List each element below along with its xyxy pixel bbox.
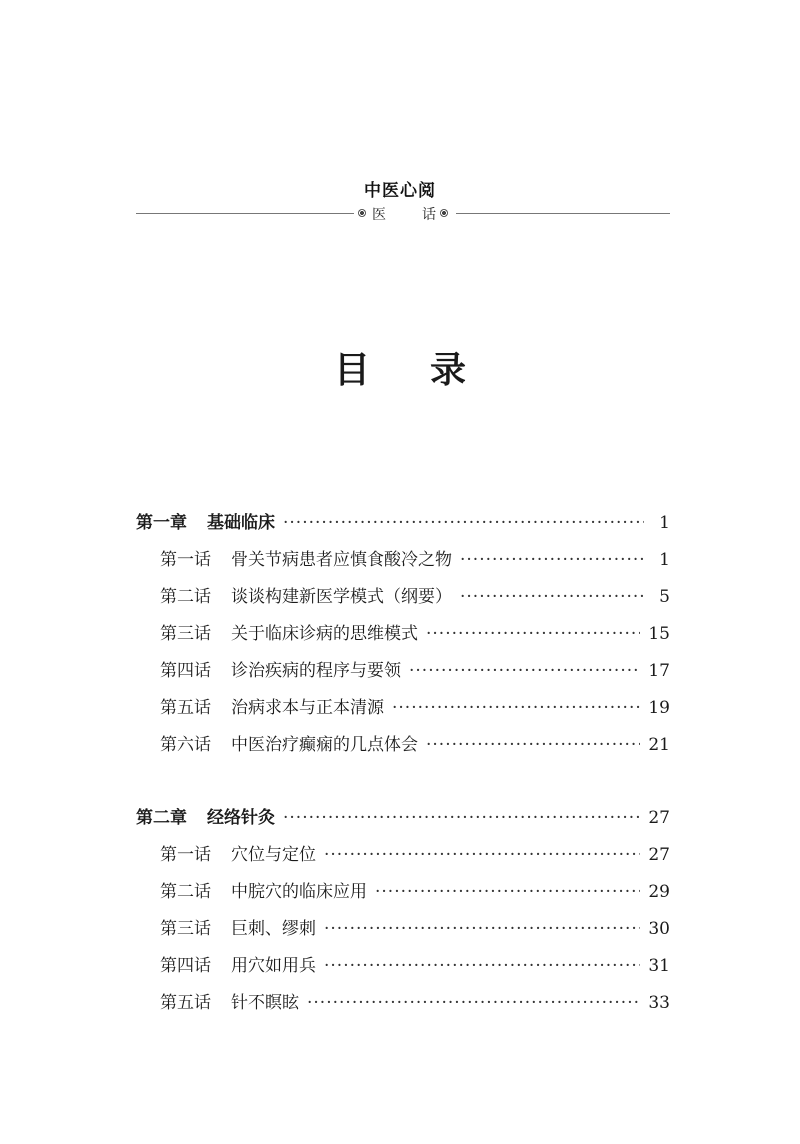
page-number: 5 xyxy=(659,587,670,607)
sub-title-char-2: 话 xyxy=(422,207,436,223)
entry-label: 第二话 xyxy=(160,587,211,607)
dot-leader xyxy=(324,956,640,976)
dot-leader xyxy=(283,808,640,828)
entry-label: 第五话 xyxy=(160,993,211,1013)
entry-title: 谈谈构建新医学模式（纲要） xyxy=(231,587,452,607)
dot-leader xyxy=(283,513,644,533)
entry-label: 第三话 xyxy=(160,624,211,644)
toc-entry[interactable] xyxy=(136,877,670,914)
entry-title: 针不瞑眩 xyxy=(231,993,299,1013)
sub-title-char-1: 医 xyxy=(372,207,386,223)
entry-label: 第一话 xyxy=(160,550,211,570)
page-number: 31 xyxy=(648,956,670,976)
dot-leader xyxy=(460,550,644,570)
entry-title: 骨关节病患者应慎食酸冷之物 xyxy=(231,550,452,570)
entry-label: 第三话 xyxy=(160,919,211,939)
page-number: 17 xyxy=(648,661,670,681)
page-title-char-1: 目 xyxy=(333,350,370,391)
chapter-title: 基础临床 xyxy=(207,513,275,533)
toc-entry[interactable] xyxy=(136,951,670,988)
toc-entry[interactable] xyxy=(136,656,670,693)
ornament-dot-icon xyxy=(358,209,366,217)
toc-entry[interactable] xyxy=(136,545,670,582)
dot-leader xyxy=(307,993,640,1013)
toc-entry[interactable] xyxy=(136,730,670,767)
entry-title: 中医治疗癫痫的几点体会 xyxy=(231,735,418,755)
page-number: 21 xyxy=(648,735,670,755)
entry-title: 穴位与定位 xyxy=(231,845,316,865)
page-number: 29 xyxy=(648,882,670,902)
entry-label: 第一话 xyxy=(160,845,211,865)
entry-label: 第六话 xyxy=(160,735,211,755)
dot-leader xyxy=(426,735,640,755)
page-number: 1 xyxy=(659,513,670,533)
chapter-title: 经络针灸 xyxy=(207,808,275,828)
dot-leader xyxy=(375,882,640,902)
page-number: 33 xyxy=(648,993,670,1013)
toc-entry[interactable] xyxy=(136,619,670,656)
toc-entry[interactable] xyxy=(136,988,670,1025)
rule-line-right xyxy=(456,213,670,214)
entry-title: 治病求本与正本清源 xyxy=(231,698,384,718)
page-number: 30 xyxy=(648,919,670,939)
toc-chapter[interactable] xyxy=(136,508,670,545)
dot-leader xyxy=(460,587,644,607)
dot-leader xyxy=(409,661,640,681)
toc-entry[interactable] xyxy=(136,582,670,619)
entry-label: 第二话 xyxy=(160,882,211,902)
page-title-char-2: 录 xyxy=(430,350,467,391)
table-of-contents xyxy=(136,508,670,1025)
dot-leader xyxy=(426,624,640,644)
sub-title xyxy=(372,204,436,224)
running-header xyxy=(0,176,800,201)
page-number: 27 xyxy=(648,845,670,865)
rule-line-left xyxy=(136,213,354,214)
header-rule xyxy=(136,204,670,224)
toc-entry[interactable] xyxy=(136,693,670,730)
page-number: 1 xyxy=(659,550,670,570)
entry-label: 第四话 xyxy=(160,661,211,681)
chapter-label: 第二章 xyxy=(136,808,187,828)
toc-entry[interactable] xyxy=(136,914,670,951)
dot-leader xyxy=(324,845,640,865)
entry-label: 第四话 xyxy=(160,956,211,976)
toc-chapter[interactable] xyxy=(136,803,670,840)
page-number: 19 xyxy=(648,698,670,718)
entry-title: 巨刺、缪刺 xyxy=(231,919,316,939)
page-title xyxy=(0,342,800,393)
entry-title: 诊治疾病的程序与要领 xyxy=(231,661,401,681)
entry-title: 关于临床诊病的思维模式 xyxy=(231,624,418,644)
chapter-label: 第一章 xyxy=(136,513,187,533)
series-title: 中医心阅 xyxy=(364,181,436,201)
chapter-spacer xyxy=(136,767,670,803)
entry-title: 用穴如用兵 xyxy=(231,956,316,976)
page-number: 15 xyxy=(648,624,670,644)
toc-entry[interactable] xyxy=(136,840,670,877)
entry-label: 第五话 xyxy=(160,698,211,718)
entry-title: 中脘穴的临床应用 xyxy=(231,882,367,902)
dot-leader xyxy=(324,919,640,939)
page-number: 27 xyxy=(648,808,670,828)
ornament-dot-icon xyxy=(440,209,448,217)
dot-leader xyxy=(392,698,640,718)
